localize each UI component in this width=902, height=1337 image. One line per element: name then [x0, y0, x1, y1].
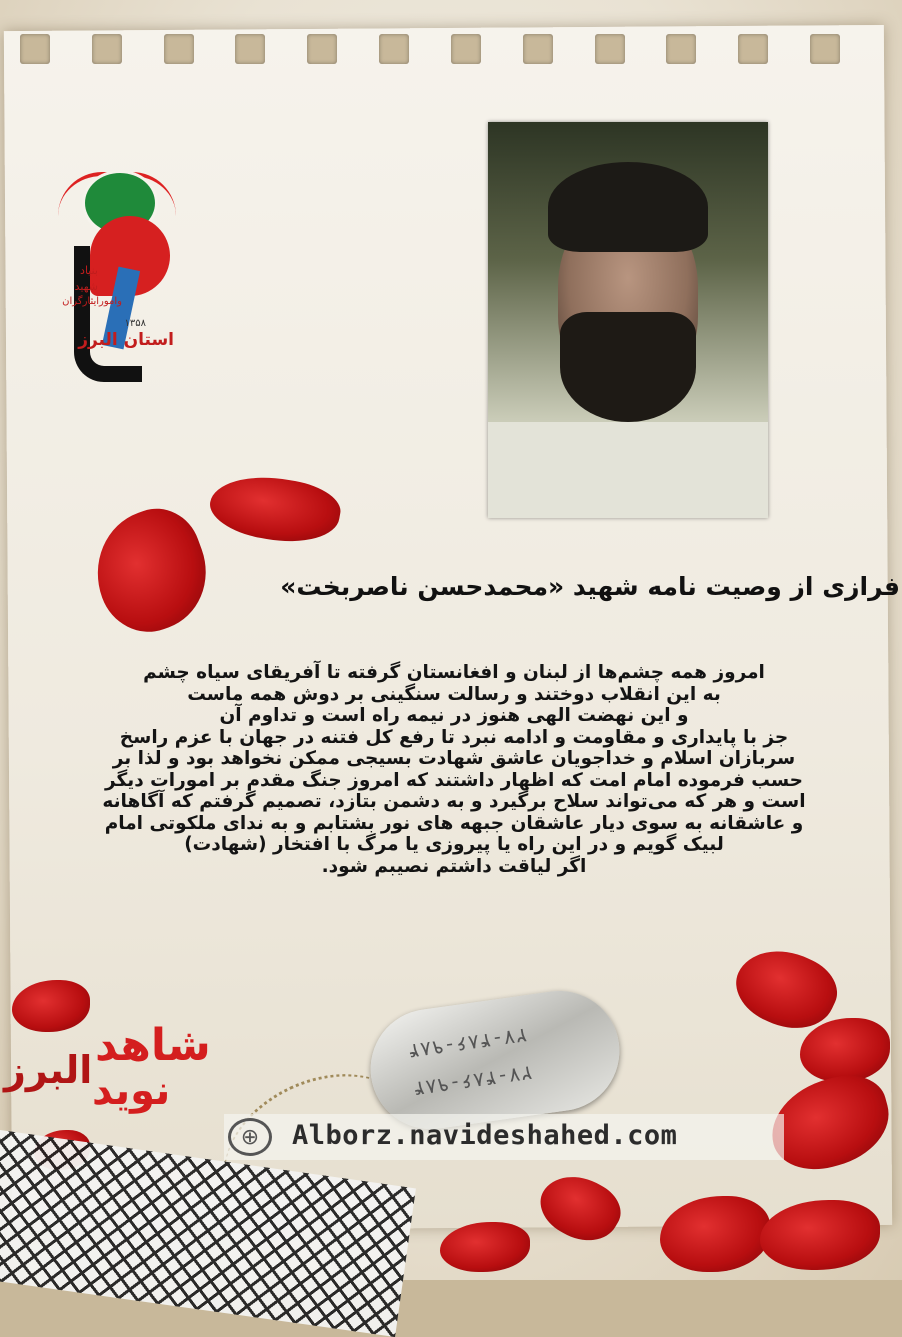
globe-icon: ⊕: [228, 1118, 272, 1156]
hole: [164, 34, 194, 64]
logo-province: استان البرز: [78, 330, 174, 350]
brand-alborz: البرز: [4, 1048, 93, 1092]
hole: [738, 34, 768, 64]
will-line: و این نهضت الهی هنوز در نیمه راه است و تداوم آن: [219, 705, 689, 726]
hole: [20, 34, 50, 64]
dog-tag-line2: ۲۷-۴۸۶-۹۸۴: [411, 1061, 535, 1102]
will-line: به این انقلاب دوختند و رسالت سنگینی بر دوش همه ماست: [187, 683, 721, 705]
website-url: Alborz.navideshahed.com: [292, 1120, 678, 1151]
page-title: فرازی از وصیت نامه شهید «محمدحسن ناصربخت»: [280, 572, 900, 601]
will-line: حسب فرموده امام امت که اظهار داشتند که امروز جنگ مقدم بر امورات دیگر: [104, 769, 804, 791]
brand-navid: نوید: [92, 1068, 171, 1114]
brand-shahed: شاهد: [95, 1020, 211, 1071]
will-line: اگر لیاقت داشتم نصیبم شود.: [321, 855, 587, 877]
hole: [379, 34, 409, 64]
hole: [666, 34, 696, 64]
hole: [810, 34, 840, 64]
portrait-hair: [548, 162, 708, 252]
will-line: سربازان اسلام و خداجویان عاشق شهادت بسیجی ممکن نخواهد بود و لذا بر: [112, 748, 796, 769]
hole: [523, 34, 553, 64]
logo-org-line1: بنیاد: [80, 264, 98, 277]
dog-tag-line1: ۲۷-۴۸۶-۹۸۴: [406, 1023, 529, 1064]
will-text: [28, 662, 880, 877]
martyr-portrait: [488, 122, 768, 518]
hole: [92, 34, 122, 64]
navid-shahed-brand: [0, 1020, 215, 1130]
logo-year: ۱۳۵۸: [124, 318, 146, 329]
portrait-beard: [560, 312, 696, 422]
will-line: لبیک گویم و در این راه یا پیروزی یا مرگ با افتخار (شهادت): [184, 834, 724, 855]
hole: [307, 34, 337, 64]
will-line: است و هر که می‌تواند سلاح برگیرد و به دشمن بتازد، تصمیم گرفتم که آگاهانه: [102, 791, 806, 812]
will-line: جز با پایداری و مقاومت و ادامه نبرد تا رفع کل فتنه در جهان با عزم راسخ: [119, 726, 789, 748]
notebook-holes: [20, 34, 840, 74]
hole: [595, 34, 625, 64]
hole: [235, 34, 265, 64]
will-line: و عاشقانه به سوی دیار عاشقان جبهه های نور بشتابم و به ندای ملکوتی امام: [104, 812, 804, 834]
martyr-foundation-logo: [52, 150, 182, 360]
logo-org-line2: شهید: [74, 280, 98, 293]
portrait-shirt: [488, 422, 768, 518]
will-line: امروز همه چشم‌ها از لبنان و افغانستان گرفته تا آفریقای سیاه چشم: [143, 662, 765, 683]
hole: [451, 34, 481, 64]
logo-org-line3: وامورایثارگران: [62, 296, 122, 307]
